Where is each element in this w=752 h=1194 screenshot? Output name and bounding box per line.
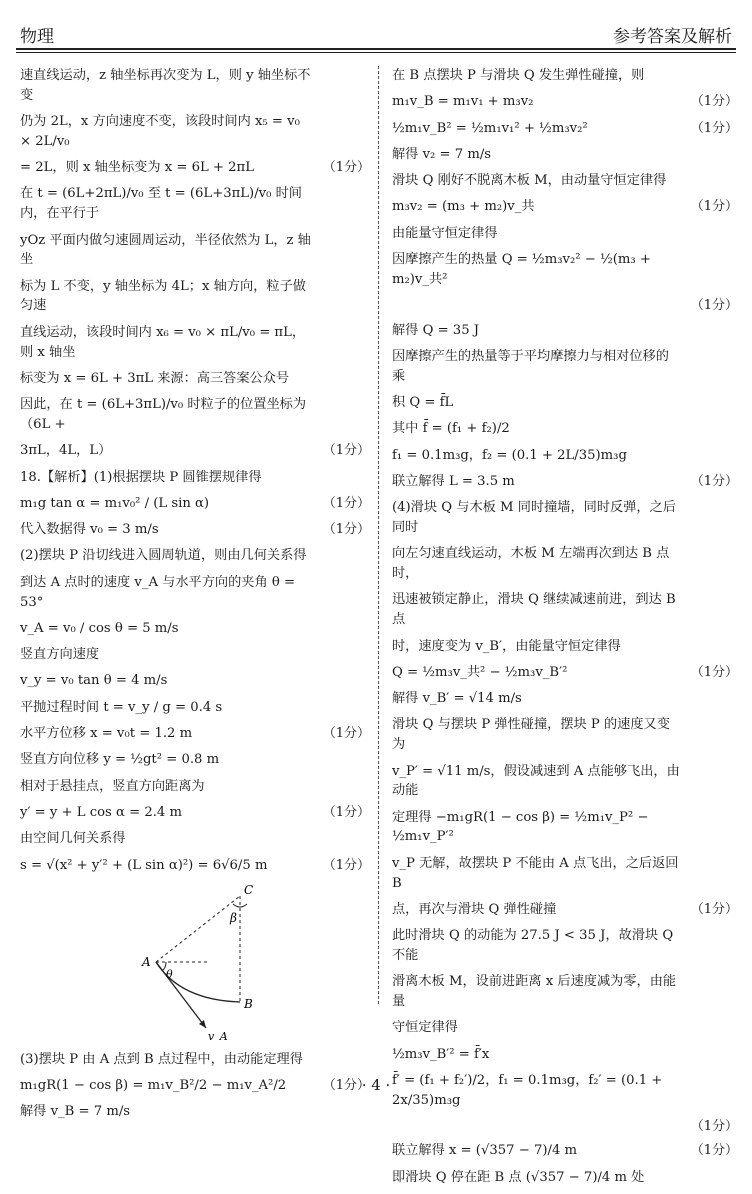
line-text: v_P 无解，故摆块 P 不能由 A 点飞出，之后返回 B — [392, 855, 679, 891]
answer-line — [20, 1102, 370, 1122]
answer-line — [20, 856, 370, 876]
answer-line — [392, 1045, 738, 1065]
answer-line — [20, 750, 370, 770]
score-label: （1分） — [690, 473, 738, 489]
answer-line — [392, 446, 738, 466]
line-text: 此时滑块 Q 的动能为 27.5 J < 35 J，故滑块 Q 不能 — [392, 928, 674, 963]
line-text: Q = ½m₃v_共² − ½m₃v_B′² — [392, 664, 568, 680]
line-text: 在 B 点摆块 P 与滑块 Q 发生弹性碰撞，则 — [392, 68, 645, 83]
answer-line — [392, 250, 738, 290]
answer-line — [392, 347, 738, 387]
line-text: 相对于悬挂点，竖直方向距离为 — [20, 778, 205, 794]
label-a: A — [142, 954, 151, 969]
line-text: 到达 A 点时的速度 v_A 与水平方向的夹角 θ = 53° — [20, 574, 296, 610]
line-text: 直线运动，该段时间内 x₆ = v₀ × πL/v₀ = πL，则 x 轴坐 — [20, 324, 306, 360]
line-text: 联立解得 x = (√357 − 7)/4 m — [392, 1143, 578, 1159]
answer-line — [392, 808, 738, 848]
line-text: (3)摆块 P 由 A 点到 B 点过程中，由动能定理得 — [20, 1051, 303, 1067]
label-beta: β — [230, 910, 237, 925]
answer-line — [392, 900, 738, 920]
score-label: （1分） — [322, 804, 370, 820]
answer-line — [20, 323, 370, 363]
score-label: （1分） — [690, 199, 738, 215]
line-text: 即滑块 Q 停在距 B 点 (√357 − 7)/4 m 处 — [392, 1169, 645, 1185]
answer-line — [20, 184, 370, 224]
line-text: 滑块 Q 与摆块 P 弹性碰撞，摆块 P 的速度又变为 — [392, 717, 670, 753]
geometry-diagram — [120, 882, 290, 1042]
line-text: 竖直方向位移 y = ½gt² = 0.8 m — [20, 752, 220, 768]
answer-line — [20, 441, 370, 461]
line-text: 点，再次与滑块 Q 弹性碰撞 — [392, 901, 557, 917]
score-label: （1分） — [322, 726, 370, 742]
answer-line — [20, 619, 370, 639]
label-c: C — [244, 882, 254, 897]
line-text: 因此，在 t = (6L+3πL)/v₀ 时粒子的位置坐标为（6L + — [20, 397, 307, 432]
label-theta: θ — [166, 967, 173, 981]
answer-line — [20, 494, 370, 514]
answer-line — [392, 1141, 738, 1161]
answer-line — [392, 145, 738, 165]
line-text: 由能量守恒定律得 — [392, 225, 498, 241]
answer-line — [392, 321, 738, 341]
answer-line — [20, 520, 370, 540]
line-text: 标变为 x = 6L + 3πL 来源：高三答案公众号 — [20, 370, 290, 386]
answer-line — [392, 544, 738, 584]
answer-line — [20, 829, 370, 849]
answer-line — [392, 296, 738, 314]
line-text: yOz 平面内做匀速圆周运动，半径依然为 L，z 轴坐 — [20, 232, 311, 268]
line-text: 滑块 Q 刚好不脱离木板 M，由动量守恒定律得 — [392, 173, 667, 189]
line-text: 因摩擦产生的热量 Q = ½m₃v₂² − ½(m₃ + m₂)v_共² — [392, 252, 651, 287]
answer-line — [20, 645, 370, 665]
answer-line — [20, 66, 370, 106]
line-text: 解得 v_B = 7 m/s — [20, 1104, 131, 1120]
line-text: 代入数据得 v₀ = 3 m/s — [20, 522, 159, 538]
score-label: （1分） — [690, 120, 738, 136]
score-label: （1分） — [322, 522, 370, 538]
answer-line — [392, 663, 738, 683]
line-text: f̄′ = (f₁ + f₂′)/2，f₁ = 0.1m₃g，f₂′ = (0.1 + 2x/35)m₃g — [392, 1072, 663, 1108]
answer-line — [20, 724, 370, 744]
answer-line — [392, 926, 738, 966]
answer-line — [392, 715, 738, 755]
score-label: （1分） — [322, 857, 370, 873]
answer-line — [392, 119, 738, 139]
line-text: 解得 v_B′ = √14 m/s — [392, 691, 522, 707]
page-number: · 4 · — [361, 1076, 391, 1094]
line-text: 时，速度变为 v_B′，由能量守恒定律得 — [392, 638, 621, 654]
line-text: 平抛过程时间 t = v_y / g = 0.4 s — [20, 699, 223, 715]
line-text: 联立解得 L = 3.5 m — [392, 473, 515, 489]
answer-line — [20, 158, 370, 178]
answer-line — [392, 972, 738, 1012]
line-text: 18.【解析】(1)根据摆块 P 圆锥摆规律得 — [20, 469, 262, 485]
line-text: v_y = v₀ tan θ = 4 m/s — [20, 673, 168, 689]
line-text: 竖直方向速度 — [20, 647, 100, 663]
line-text: 定理得 −m₁gR(1 − cos β) = ½m₁v_P² − ½m₁v_P′² — [392, 809, 649, 845]
answer-line — [392, 637, 738, 657]
subject-title: 物理 — [20, 27, 54, 47]
answer-line — [20, 1050, 370, 1070]
answer-line — [392, 1117, 738, 1135]
answer-line — [20, 698, 370, 718]
line-text: v_A = v₀ / cos θ = 5 m/s — [20, 620, 179, 636]
right-column — [392, 66, 738, 1194]
line-text: 在 t = (6L+2πL)/v₀ 至 t = (6L+3πL)/v₀ 时间内，在平行于 — [20, 186, 302, 222]
answer-line — [392, 419, 738, 439]
answer-line — [20, 468, 370, 488]
line-text: y′ = y + L cos α = 2.4 m — [20, 804, 183, 820]
line-text: 滑离木板 M，设前进距离 x 后速度减为零，由能量 — [392, 974, 677, 1009]
answer-line — [20, 277, 370, 317]
line-text: 守恒定律得 — [392, 1020, 458, 1036]
line-text: 解得 Q = 35 J — [392, 322, 480, 338]
answer-line — [392, 762, 738, 802]
answer-line — [392, 171, 738, 191]
line-text: 解得 v₂ = 7 m/s — [392, 146, 492, 162]
answer-line — [392, 92, 738, 112]
answer-line — [20, 369, 370, 389]
answer-line — [392, 472, 738, 492]
line-text: 向左匀速直线运动，木板 M 左端再次到达 B 点时， — [392, 546, 670, 582]
line-text: 由空间几何关系得 — [20, 831, 126, 847]
answer-line — [20, 573, 370, 613]
answer-line — [20, 803, 370, 823]
line-text: f₁ = 0.1m₃g，f₂ = (0.1 + 2L/35)m₃g — [392, 447, 627, 463]
line-text: 其中 f̄ = (f₁ + f₂)/2 — [392, 421, 510, 437]
score-label: （1分） — [690, 1143, 738, 1159]
line-text: 积 Q = f̄L — [392, 395, 454, 411]
answer-line — [20, 112, 370, 152]
score-label: （1分） — [690, 298, 738, 314]
answer-line — [392, 224, 738, 244]
score-label: （1分） — [690, 1118, 738, 1134]
line-text: m₁g tan α = m₁v₀² / (L sin α) — [20, 495, 210, 511]
line-a-to-c — [156, 896, 240, 962]
answer-line — [392, 66, 738, 86]
line-text: s = √(x² + y′² + (L sin α)²) = 6√6/5 m — [20, 857, 268, 873]
line-text: ½m₃v_B′² = f̄′x — [392, 1046, 490, 1062]
line-text: 标为 L 不变，y 轴坐标为 4L；x 轴方向，粒子做匀速 — [20, 278, 306, 314]
page-header — [16, 22, 736, 46]
line-text: (2)摆块 P 沿切线进入圆周轨道，则由几何关系得 — [20, 548, 307, 564]
left-column — [20, 66, 370, 1129]
line-text: m₃v₂ = (m₃ + m₂)v_共 — [392, 199, 535, 215]
line-text: 迅速被锁定静止，滑块 Q 继续减速前进，到达 B 点 — [392, 592, 676, 628]
line-text: ½m₁v_B² = ½m₁v₁² + ½m₃v₂² — [392, 120, 588, 136]
answer-line — [392, 854, 738, 894]
answer-line — [20, 546, 370, 566]
answer-line — [392, 590, 738, 630]
score-label: （1分） — [690, 94, 738, 110]
line-text: 速直线运动，z 轴坐标再次变为 L，则 y 轴坐标不变 — [20, 68, 311, 103]
answer-line — [392, 1168, 738, 1188]
answer-line — [392, 689, 738, 709]
answer-line — [392, 393, 738, 413]
answer-line — [20, 777, 370, 797]
score-label: （1分） — [322, 1078, 370, 1094]
answer-line — [392, 498, 738, 538]
line-text: 水平方位移 x = v₀t = 1.2 m — [20, 726, 193, 742]
line-text: m₁gR(1 − cos β) = m₁v_B²/2 − m₁v_A²/2 — [20, 1078, 287, 1094]
header-rule-thick — [16, 48, 736, 50]
line-text: 3πL，4L，L） — [20, 443, 112, 459]
line-text: = 2L，则 x 轴坐标变为 x = 6L + 2πL — [20, 160, 254, 176]
line-text: v_P′ = √11 m/s，假设减速到 A 点能够飞出，由动能 — [392, 763, 680, 799]
score-label: （1分） — [690, 664, 738, 680]
label-va: v_A — [208, 1029, 228, 1042]
header-rule-thin — [16, 52, 736, 53]
line-text: 仍为 2L，x 方向速度不变，该段时间内 x₅ = v₀ × 2L/v₀ — [20, 114, 300, 149]
line-text: m₁v_B = m₁v₁ + m₃v₂ — [392, 94, 534, 110]
label-b: B — [244, 996, 253, 1011]
section-title: 参考答案及解析 — [613, 27, 732, 47]
answer-line — [20, 671, 370, 691]
score-label: （1分） — [690, 901, 738, 917]
answer-line — [20, 231, 370, 271]
answer-line — [20, 395, 370, 435]
line-text: 因摩擦产生的热量等于平均摩擦力与相对位移的乘 — [392, 348, 669, 384]
column-divider — [378, 66, 379, 1004]
score-label: （1分） — [322, 160, 370, 176]
answer-line — [392, 1018, 738, 1038]
score-label: （1分） — [322, 443, 370, 459]
line-text: (4)滑块 Q 与木板 M 同时撞墙，同时反弹，之后同时 — [392, 500, 676, 536]
score-label: （1分） — [322, 495, 370, 511]
answer-line — [392, 197, 738, 217]
